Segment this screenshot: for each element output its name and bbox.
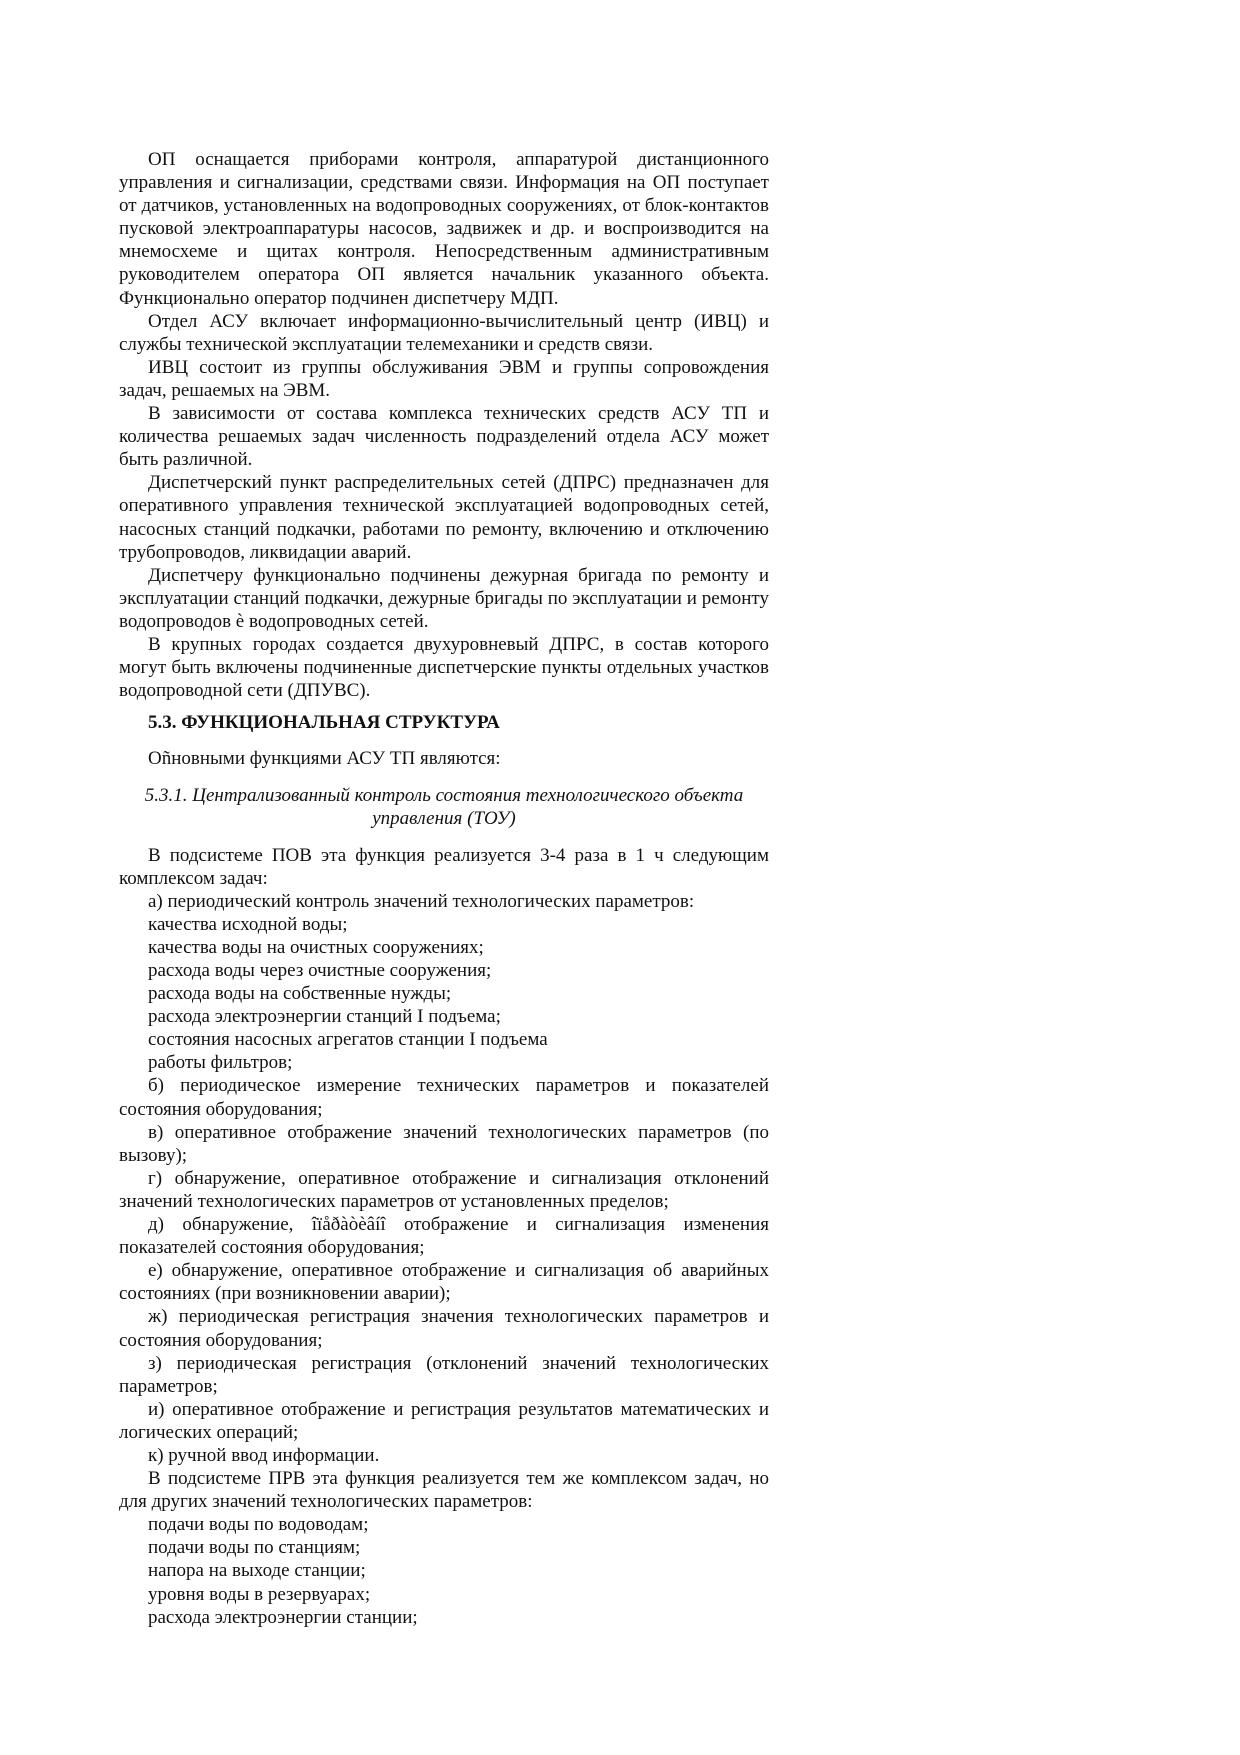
list-subitem: уровня воды в резервуарах; xyxy=(148,1583,371,1605)
paragraph-dprs: Диспетчерский пункт распределительных сетей (ДПРС) предназначен для оперативного управления технической эксплуатацией водопроводных сетей, насосных станций подкачки, работами по ремонту, включению и отключению трубопроводов, ликвидации аварий. xyxy=(119,472,769,563)
list-item-e: е) обнаружение, оперативное отображение и сигнализация об аварийных состояниях (при возникновении аварии); xyxy=(119,1260,769,1305)
list-subitem: подачи воды по станциям; xyxy=(148,1537,361,1559)
list-subitem: качества исходной воды; xyxy=(148,913,348,935)
list-subitem: работы фильтров; xyxy=(148,1052,293,1074)
list-subitem: подачи воды по водоводам; xyxy=(148,1514,369,1536)
paragraph-asu-department: Отдел АСУ включает информационно-вычислительный центр (ИВЦ) и службы технической эксплуатации телемеханики и средств связи. xyxy=(119,310,769,355)
list-item-k: к) ручной ввод информации. xyxy=(148,1444,380,1466)
paragraph-op-equipment: ОП оснащается приборами контроля, аппаратурой дистанционного управления и сигнализации, средствами связи. Информация на ОП поступает от датчиков, установленных на водопроводных сооружениях, от блок-контактов пусковой электроаппаратуры насосов, задвижек и др. и воспроизводится на мнемосхеме и щитах контроля. Непосредственным административным руководителем оператора ОП является начальник указанного объекта. Функционально оператор подчинен диспетчеру МДП. xyxy=(119,149,769,309)
list-item-v: в) оперативное отображение значений технологических параметров (по вызову); xyxy=(119,1121,769,1166)
paragraph-prv-intro: В подсистеме ПРВ эта функция реализуется тем же комплексом задач, но для других значений технологических параметров: xyxy=(119,1468,769,1513)
paragraph-dispatcher: Диспетчеру функционально подчинены дежурная бригада по ремонту и эксплуатации станций подкачки, дежурные бригады по эксплуатации и ремонту водопроводов è водопроводных сетей. xyxy=(119,564,769,632)
list-item-a: а) периодический контроль значений технологических параметров: xyxy=(148,890,695,912)
list-item-b: б) периодическое измерение технических параметров и показателей состояния оборудования; xyxy=(119,1075,769,1120)
list-subitem: расхода электроэнергии станции; xyxy=(148,1606,418,1628)
list-subitem: состояния насосных агрегатов станции I подъема xyxy=(148,1029,548,1051)
list-subitem: расхода воды через очистные сооружения; xyxy=(148,960,492,981)
section-heading: 5.3. ФУНКЦИОНАЛЬНАЯ СТРУКТУРА xyxy=(148,712,500,734)
list-item-i: и) оперативное отображение и регистрация результатов математических и логических операций; xyxy=(119,1398,769,1443)
paragraph-two-level-dprs: В крупных городах создается двухуровневый ДПРС, в состав которого могут быть включены подчиненные диспетчерские пункты отдельных участков водопроводной сети (ДПУВС). xyxy=(119,633,769,702)
list-subitem: качества воды на очистных сооружениях; xyxy=(148,936,484,958)
list-subitem: расхода электроэнергии станций I подъема; xyxy=(148,1006,501,1028)
subsection-heading: 5.3.1. Централизованный контроль состояния технологического объекта управления (ТОУ) xyxy=(144,785,744,830)
list-subitem: напора на выходе станции; xyxy=(148,1560,366,1582)
list-item-d: д) обнаружение, îïåðàòèâíî отображение и сигнализация изменения показателей состояния оборудования; xyxy=(119,1214,769,1259)
document-page xyxy=(119,148,769,1629)
list-item-zh: ж) периодическая регистрация значения технологических параметров и состояния оборудования; xyxy=(119,1306,769,1351)
paragraph-asu-staff: В зависимости от состава комплекса технических средств АСУ ТП и количества решаемых задач численность подразделений отдела АСУ может быть различной. xyxy=(119,403,769,471)
paragraph-pov-intro: В подсистеме ПОВ эта функция реализуется 3-4 раза в 1 ч следующим комплексом задач: xyxy=(119,844,769,889)
list-item-g: г) обнаружение, оперативное отображение и сигнализация отклонений значений технологических параметров от установленных пределов; xyxy=(119,1167,769,1212)
list-item-z: з) периодическая регистрация (отклонений значений технологических параметров; xyxy=(119,1352,769,1397)
paragraph-main-functions: Оñновными функциями АСУ ТП являются: xyxy=(148,748,501,770)
list-subitem: расхода воды на собственные нужды; xyxy=(148,983,452,1005)
paragraph-ivc: ИВЦ состоит из группы обслуживания ЭВМ и группы сопровождения задач, решаемых на ЭВМ. xyxy=(119,356,769,401)
